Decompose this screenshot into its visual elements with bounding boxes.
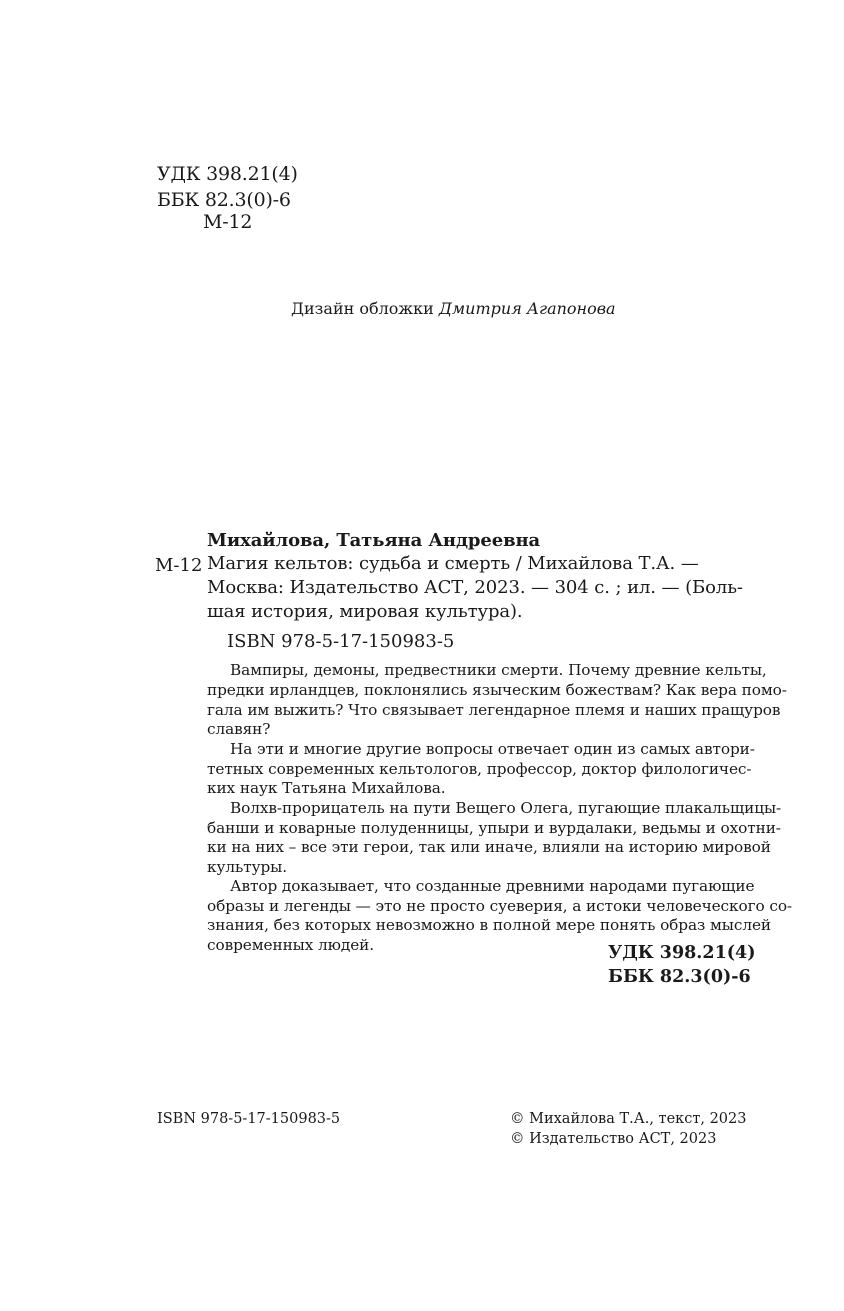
annotation-line: ких наук Татьяна Михайлова. xyxy=(207,779,446,797)
bibliography-line: Магия кельтов: судьба и смерть / Михайлова Т.А. — xyxy=(207,553,699,574)
bibliography-line: шая история, мировая культура). xyxy=(207,601,523,622)
annotation-line: Автор доказывает, что созданные древними народами пугающие xyxy=(230,877,755,895)
annotation-line: предки ирландцев, поклонялись языческим божествам? Как вера помо- xyxy=(207,681,787,699)
annotation-line: современных людей. xyxy=(207,936,375,954)
copyright-text: © Михайлова Т.А., текст, 2023 xyxy=(510,1111,747,1127)
udk-code-top: УДК 398.21(4) xyxy=(157,163,298,185)
cover-design-credit xyxy=(291,299,616,318)
annotation-line: Вампиры, демоны, предвестники смерти. Почему древние кельты, xyxy=(230,661,767,679)
annotation-line: образы и легенды — это не просто суеверия, а истоки человеческого со- xyxy=(207,897,793,915)
annotation-line: банши и коварные полуденницы, упыри и вурдалаки, ведьмы и охотни- xyxy=(207,819,781,837)
annotation-line: культуры. xyxy=(207,858,287,876)
annotation-line: славян? xyxy=(207,720,271,738)
author-mark-margin: М-12 xyxy=(155,555,203,576)
cover-credit-label: Дизайн обложки xyxy=(291,299,434,318)
isbn-main: ISBN 978-5-17-150983-5 xyxy=(227,631,455,652)
cover-designer-name: Дмитрия Агапонова xyxy=(438,299,616,318)
udk-code-bottom: УДК 398.21(4) xyxy=(608,943,756,963)
annotation-line: ки на них – все эти герои, так или иначе, влияли на историю мировой xyxy=(207,838,771,856)
bbk-code-top: ББК 82.3(0)-6 xyxy=(157,189,291,211)
annotation-line: гала им выжить? Что связывает легендарное племя и наших пращуров xyxy=(207,701,781,719)
bibliography-line: Москва: Издательство АСТ, 2023. — 304 с. ; ил. — (Боль- xyxy=(207,577,743,598)
annotation-line: знания, без которых невозможно в полной мере понять образ мыслей xyxy=(207,916,772,934)
author-heading: Михайлова, Татьяна Андреевна xyxy=(207,530,541,551)
bbk-code-bottom: ББК 82.3(0)-6 xyxy=(608,967,751,987)
annotation-line: На эти и многие другие вопросы отвечает один из самых автори- xyxy=(230,740,755,758)
author-mark-top: М-12 xyxy=(203,211,253,233)
annotation-line: Волхв-прорицатель на пути Вещего Олега, пугающие плакальщицы- xyxy=(230,799,782,817)
annotation-line: тетных современных кельтологов, профессор, доктор филологичес- xyxy=(207,760,752,778)
copyright-publisher: © Издательство АСТ, 2023 xyxy=(510,1131,717,1147)
isbn-footer: ISBN 978-5-17-150983-5 xyxy=(157,1111,341,1127)
